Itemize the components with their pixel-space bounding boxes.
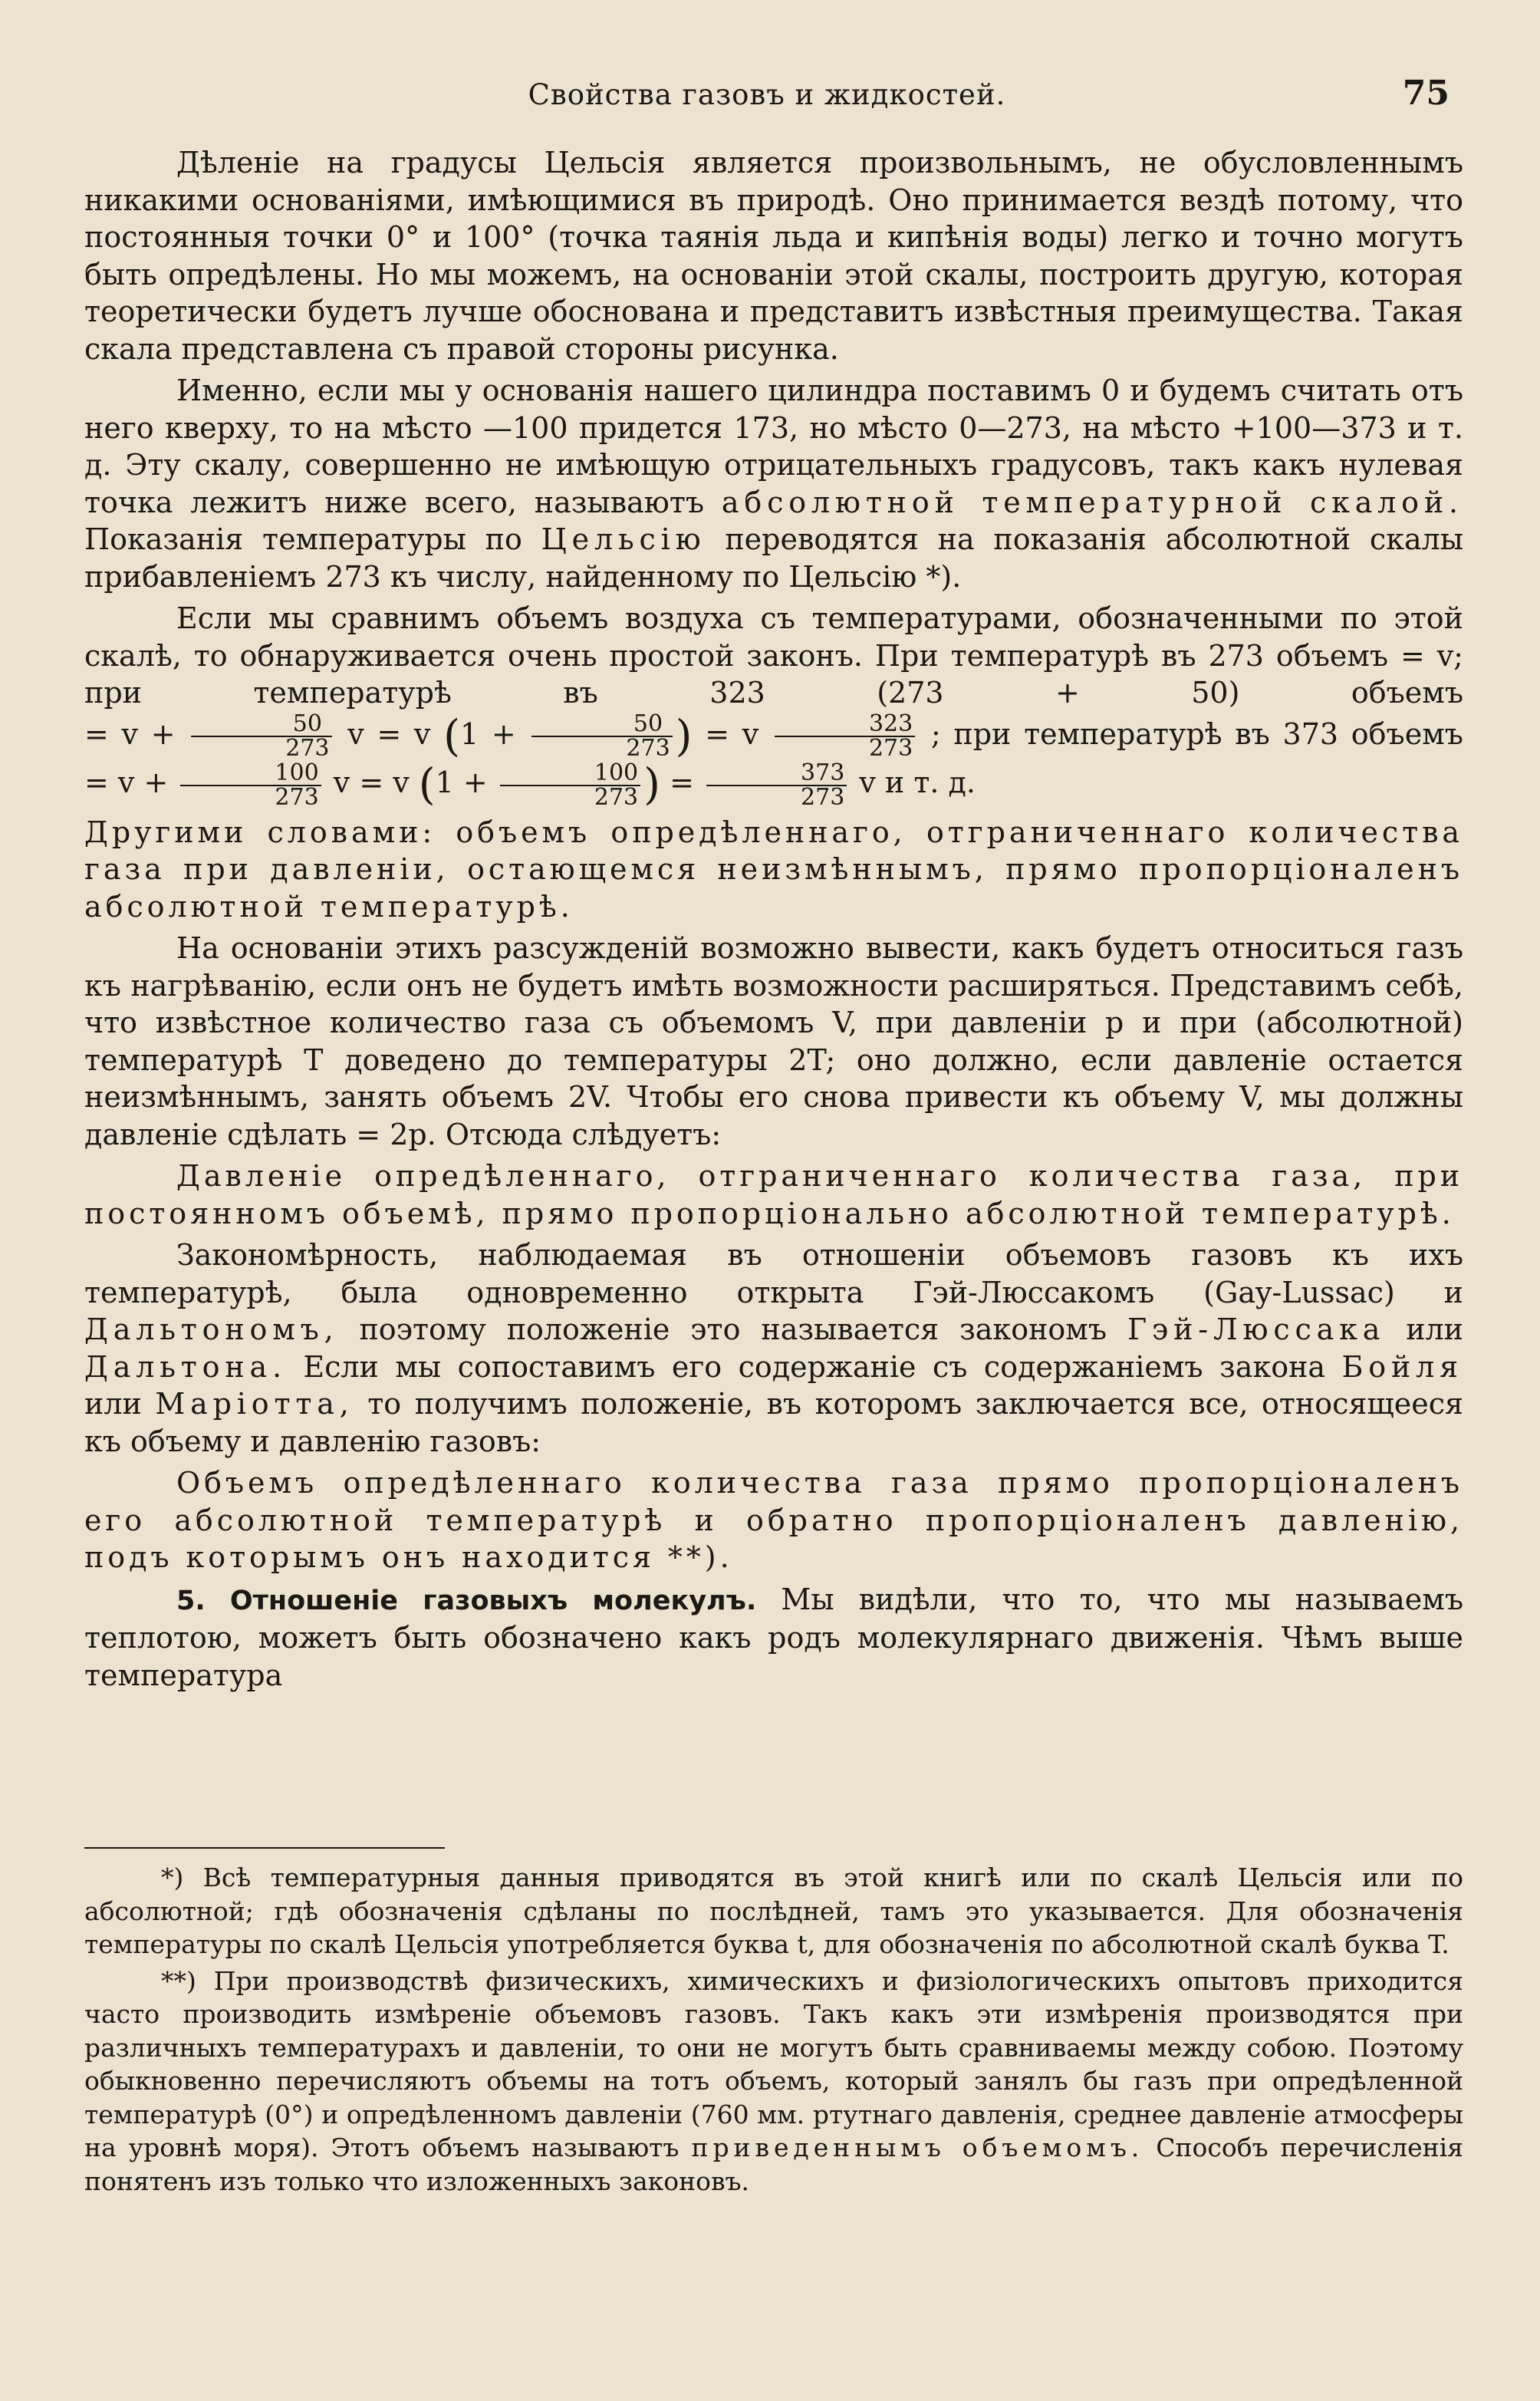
section-heading: 5. Отношеніе газовыхъ молекулъ. (176, 1585, 757, 1616)
paragraph-section-5 (84, 1581, 1463, 1695)
formula-part: v = v (333, 766, 410, 799)
formula-part: 1 + (435, 766, 488, 799)
paragraph-volume-law (84, 600, 1463, 809)
text-fragment: переводятся на показанія абсолютной скалы прибавленіемъ 273 къ числу, найденному по Цельсію *). (84, 522, 1463, 594)
numerator: 50 (191, 713, 331, 737)
fraction (500, 759, 640, 811)
denominator: 273 (285, 735, 330, 762)
formula-323 (84, 710, 931, 762)
fraction (191, 710, 331, 762)
text-fragment: или (84, 1387, 142, 1421)
footnotes (84, 1861, 1463, 2201)
formula-part: 1 + (459, 716, 516, 751)
numerator: 50 (531, 713, 672, 737)
text-fragment: **) При производствѣ физическихъ, химическихъ и физіологическихъ опытовъ приходится часто производить измѣреніе объемовъ газовъ. Такъ какъ эти измѣренія производятся при различныхъ температурахъ и давленіи, то они не могутъ быть сравниваемы между собою. Поэтому обыкновенно перечисляютъ объемы на тотъ объемъ, который занялъ бы газъ при опредѣленной температурѣ (0°) и опредѣленномъ давленіи (760 мм. ртутнаго давленія, среднее давленіе атмосферы на уровнѣ моря). Этотъ объемъ называютъ (84, 1965, 1463, 2162)
name-mariotte: Маріотта, (155, 1387, 354, 1421)
name-gay-lussac: Гэй-Люссака (1127, 1312, 1386, 1346)
page-header (84, 74, 1450, 120)
paragraph-absolute-scale (84, 372, 1463, 595)
paragraph-celsius-division: Дѣленіе на градусы Цельсія является произвольнымъ, не обусловленнымъ никакими основаніями, имѣющимися въ природѣ. Оно принимается вездѣ потому, что постоянныя точки 0° и 100° (точка таянія льда и кипѣнія воды) легко и точно могутъ быть опредѣлены. Но мы можемъ, на основаніи этой скалы, построить другую, которая теоретически будетъ лучше обоснована и представитъ извѣстныя преимущества. Такая скала представлена съ правой стороны рисунка. (84, 146, 1463, 366)
page-number: 75 (1402, 74, 1450, 113)
text-fragment: поэтому положеніе это называется закономъ (359, 1312, 1107, 1346)
paren-open: ( (443, 711, 460, 761)
text-fragment: или (1406, 1312, 1463, 1346)
term-reduced-volume: приведеннымъ объемомъ. (691, 2133, 1144, 2162)
footnote-divider (84, 1847, 445, 1849)
paren-open: ( (418, 759, 436, 810)
numerator: 323 (775, 713, 915, 737)
paragraph-gay-lussac (84, 1237, 1463, 1460)
name-dalton: Дальтона. (84, 1349, 287, 1384)
footnote-1: *) Всѣ температурныя данныя приводятся въ этой книгѣ или по скалѣ Цельсія или по абсолютной; гдѣ обозначенія сдѣланы по послѣдней, тамъ это указывается. Для обозначенія температуры по скалѣ Цельсія употребляется буква t, для обозначенія по абсолютной скалѣ буква T. (84, 1863, 1463, 1959)
law-statement-pressure: Давленіе опредѣленнаго, отграниченнаго количества газа, при постоянномъ объемѣ, прямо пропорціонально абсолютной температурѣ. (84, 1159, 1463, 1230)
law-statement-combined: Объемъ опредѣленнаго количества газа прямо пропорціоналенъ его абсолютной температурѣ и обратно пропорціоналенъ давленію, подъ которымъ онъ находится **). (84, 1466, 1463, 1574)
denominator: 273 (275, 783, 319, 811)
text-fragment: Если мы сравнимъ объемъ воздуха съ температурами, обозначенными по этой скалѣ, то обнаруживается очень простой законъ. При температурѣ въ 273 объемъ = v; при температурѣ въ 323 (273 + 50) объемъ (84, 601, 1463, 710)
text-fragment: Именно, если мы у основанія нашего цилиндра поставимъ 0 и будемъ считать отъ него кверху, то на мѣсто —100 придется 173, но мѣсто 0—273, на мѣсто +100—373 и т. д. Эту скалу, совершенно не имѣющую отрицательныхъ градусовъ, такъ какъ нулевая точка лежитъ ниже всего, называютъ (84, 374, 1463, 519)
formula-part: = v + (84, 716, 176, 751)
fraction (706, 759, 847, 811)
formula-part: = v + (84, 766, 169, 799)
fraction (775, 710, 915, 762)
fraction (180, 759, 321, 811)
denominator: 273 (626, 735, 670, 762)
text-fragment: Показанія температуры по (84, 522, 522, 556)
text-fragment: Если мы сопоставимъ его содержаніе съ содержаніемъ закона (303, 1349, 1326, 1384)
numerator: 373 (706, 762, 847, 786)
term-absolute-scale: абсолютной температурной скалой. (721, 485, 1463, 519)
main-text (84, 144, 1463, 1698)
paren-close: ) (675, 711, 693, 761)
numerator: 100 (500, 762, 640, 786)
name-celsius: Цельсію (541, 522, 706, 556)
footnote-2 (84, 1965, 1463, 2198)
formula-373 (84, 759, 976, 811)
name-dalton: Дальтономъ, (84, 1312, 339, 1346)
denominator: 273 (868, 735, 913, 762)
formula-part: = v (705, 716, 759, 751)
formula-part: = (670, 766, 694, 799)
text-fragment: ; при температурѣ въ 373 объемъ (930, 716, 1463, 751)
denominator: 273 (801, 783, 845, 811)
formula-part: v и т. д. (859, 766, 976, 799)
running-title: Свойства газовъ и жидкостей. (528, 78, 1006, 111)
formula-part: v = v (347, 716, 431, 751)
law-statement-volume: Другими словами: объемъ опредѣленнаго, отграниченнаго количества газа при давленіи, остающемся неизмѣннымъ, прямо пропорціоналенъ абсолютной температурѣ. (84, 815, 1463, 924)
text-fragment: то получимъ положеніе, въ которомъ заключается все, относящееся къ объему и давленію газовъ: (84, 1387, 1463, 1458)
paragraph-heating-derivation: На основаніи этихъ разсужденій возможно вывести, какъ будетъ относиться газъ къ нагрѣванію, если онъ не будетъ имѣть возможности расширяться. Представимъ себѣ, что извѣстное количество газа съ объемомъ V, при давленіи p и при (абсолютной) температурѣ T доведено до температуры 2T; оно должно, если давленіе остается неизмѣннымъ, занять объемъ 2V. Чтобы его снова привести къ объему V, мы должны давленіе сдѣлать = 2p. Отсюда слѣдуетъ: (84, 931, 1463, 1151)
name-boyle: Бойля (1341, 1349, 1463, 1384)
paren-close: ) (643, 759, 660, 810)
text-fragment: Способъ перечисленія понятенъ изъ только что изложенныхъ законовъ. (84, 2133, 1464, 2196)
numerator: 100 (180, 762, 321, 786)
text-fragment: Мы видѣли, что то, что мы называемъ теплотою, можетъ быть обозначено какъ родъ молекулярнаго движенія. Чѣмъ выше температура (84, 1582, 1463, 1692)
fraction (531, 710, 672, 762)
denominator: 273 (594, 783, 639, 811)
text-fragment: Закономѣрность, наблюдаемая въ отношеніи объемовъ газовъ къ ихъ температурѣ, была одновременно открыта Гэй-Люссакомъ (Gay-Lussac) и (84, 1238, 1463, 1309)
